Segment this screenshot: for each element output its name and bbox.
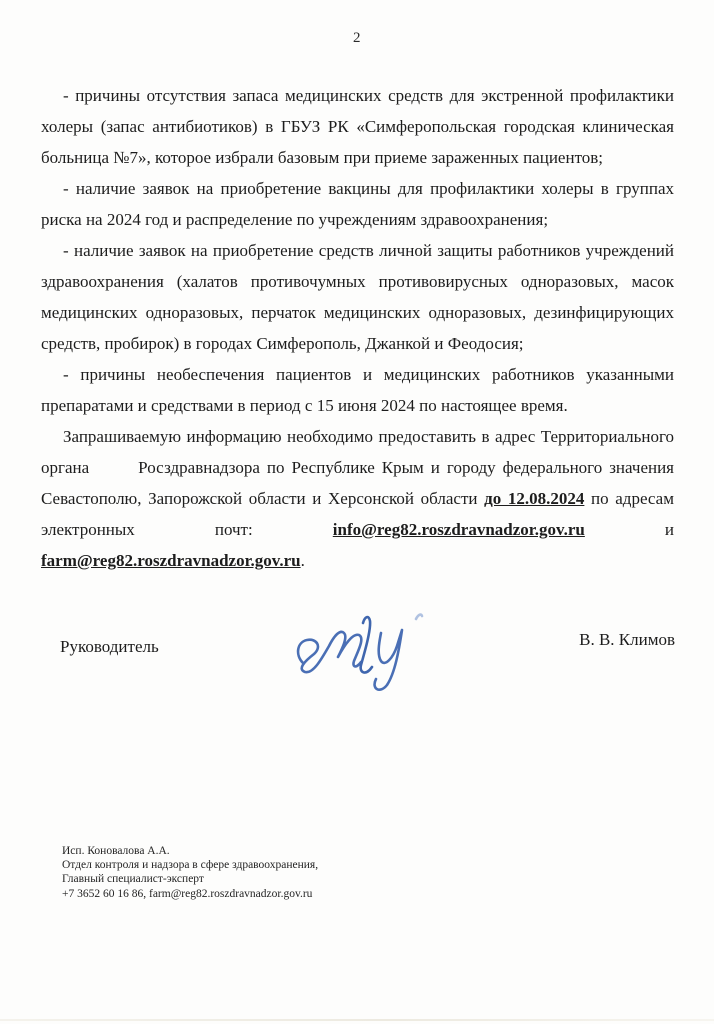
request-conjunction: и bbox=[584, 520, 674, 539]
paragraph-ppe-requests: - наличие заявок на приобретение средств личной защиты работников учреждений здравоохранения (халатов противочумных противовирусных одноразовых, масок медицинских одноразовых, перчаток медицинских одноразовых, дезинфицирующих средств, пробирок) в городах Симферополь, Джанкой и Феодосия; bbox=[41, 241, 674, 353]
email-info: info@reg82.roszdravnadzor.gov.ru bbox=[332, 520, 585, 539]
signer-name: В. В. Климов bbox=[579, 630, 675, 649]
request-text-part2: Росздравнадзора по Республике Крым и городу федерального значения Севастополю, Запорожской области и Херсонской области bbox=[41, 458, 675, 508]
request-gap bbox=[89, 458, 138, 477]
paragraph-vaccine-requests: - наличие заявок на приобретение вакцины для профилактики холеры в группах риска на 2024 год и распределение по учреждениям здравоохранения; bbox=[41, 179, 674, 229]
page-number: 2 bbox=[353, 30, 361, 46]
request-text-part1: Запрашиваемую информацию необходимо предоставить в адрес Территориального органа bbox=[41, 427, 674, 477]
deadline-date: до 12.08.2024 bbox=[484, 489, 585, 508]
executor-contacts: +7 3652 60 16 86, farm@reg82.roszdravnadzor.gov.ru bbox=[62, 887, 313, 900]
executor-department: Отдел контроля и надзора в сфере здравоохранения, bbox=[62, 859, 319, 872]
email-farm: farm@reg82.roszdravnadzor.gov.ru bbox=[41, 551, 301, 570]
signer-title: Руководитель bbox=[60, 637, 159, 656]
request-text-part3: по адресам электронных почт: bbox=[41, 489, 674, 539]
scan-edge-artifact bbox=[0, 1019, 714, 1021]
executor-position: Главный специалист-эксперт bbox=[62, 873, 204, 886]
paragraph-non-provision-reasons: - причины необеспечения пациентов и медицинских работников указанными препаратами и средствами в период с 15 июня 2024 по настоящее время. bbox=[41, 365, 674, 415]
paragraph-information-request bbox=[41, 421, 674, 576]
executor-info-block bbox=[62, 844, 318, 901]
paragraph-missing-stock: - причины отсутствия запаса медицинских средств для экстренной профилактики холеры (запас антибиотиков) в ГБУЗ РК «Симферопольская городская клиническая больница №7», которое избрали базовым при приеме зараженных пациентов; bbox=[41, 86, 674, 167]
document-body bbox=[41, 80, 674, 576]
executor-name: Исп. Коновалова А.А. bbox=[62, 845, 170, 857]
request-period: . bbox=[300, 551, 305, 570]
handwritten-signature bbox=[288, 592, 438, 697]
